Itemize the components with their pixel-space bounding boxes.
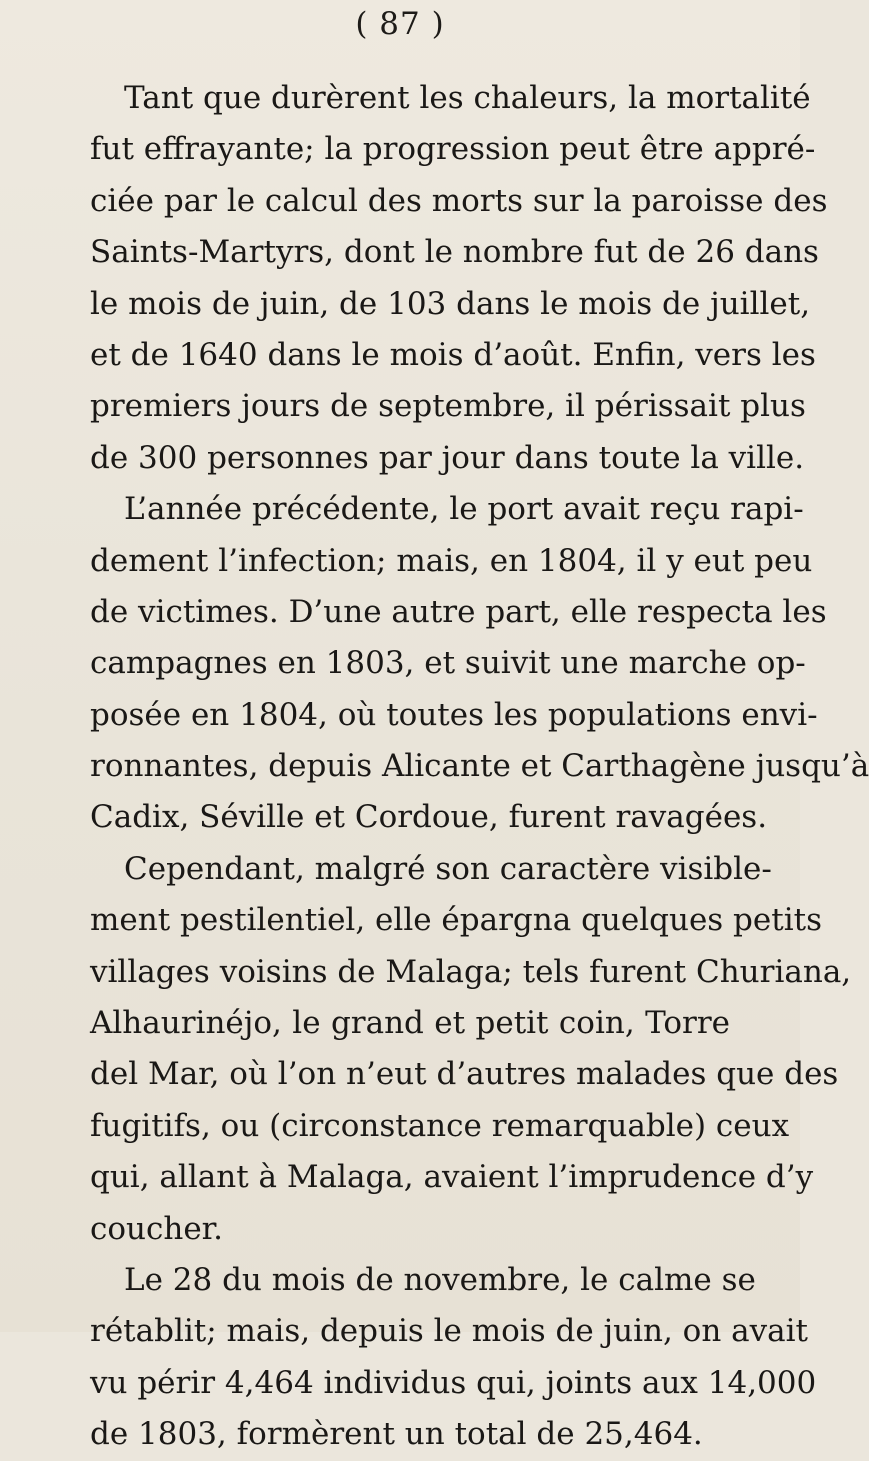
text-line: et de 1640 dans le mois d’août. Enfin, vers les <box>90 336 816 373</box>
text-line: Tant que durèrent les chaleurs, la mortalité <box>124 80 811 116</box>
text-line: villages voisins de Malaga; tels furent Churiana, <box>90 953 852 990</box>
text-line: ment pestilentiel, elle épargna quelques petits <box>90 902 822 939</box>
text-line: dement l’infection; mais, en 1804, il y eut peu <box>90 542 813 579</box>
text-line: posée en 1804, où toutes les populations envi- <box>90 696 818 733</box>
text-line: premiers jours de septembre, il périssait plus <box>90 388 806 425</box>
text-line: ciée par le calcul des morts sur la paroisse des <box>90 182 828 219</box>
text-line: fugitifs, ou (circonstance remarquable) ceux <box>90 1107 790 1144</box>
text-line: L’année précédente, le port avait reçu rapi- <box>124 491 804 528</box>
text-line: Alhaurinéjo, le grand et petit coin, Torre <box>90 1005 730 1042</box>
text-line: fut effrayante; la progression peut être appré- <box>90 131 816 168</box>
text-line: le mois de juin, de 103 dans le mois de juillet, <box>90 285 811 322</box>
text-line: de victimes. D’une autre part, elle respecta les <box>90 593 827 630</box>
text-line: rétablit; mais, depuis le mois de juin, on avait <box>90 1313 809 1350</box>
body-text <box>90 73 869 1461</box>
text-line: coucher. <box>90 1210 223 1247</box>
text-line: vu périr 4,464 individus qui, joints aux 14,000 <box>90 1364 817 1401</box>
text-line: Cadix, Séville et Cordoue, furent ravagées. <box>90 799 768 836</box>
text-line: Le 28 du mois de novembre, le calme se <box>124 1261 756 1298</box>
text-line: de 300 personnes par jour dans toute la ville. <box>90 439 805 476</box>
text-line: ronnantes, depuis Alicante et Carthagène jusqu’à <box>90 748 869 785</box>
text-line: Saints-Martyrs, dont le nombre fut de 26 dans <box>90 234 819 271</box>
text-line: qui, allant à Malaga, avaient l’imprudence d’y <box>90 1159 814 1196</box>
text-line: del Mar, où l’on n’eut d’autres malades que des <box>90 1056 839 1093</box>
page-number: ( 87 ) <box>355 6 445 42</box>
text-line: campagnes en 1803, et suivit une marche op- <box>90 645 806 682</box>
text-line: Cependant, malgré son caractère visible- <box>124 850 772 887</box>
text-line: de 1803, formèrent un total de 25,464. <box>90 1416 703 1453</box>
